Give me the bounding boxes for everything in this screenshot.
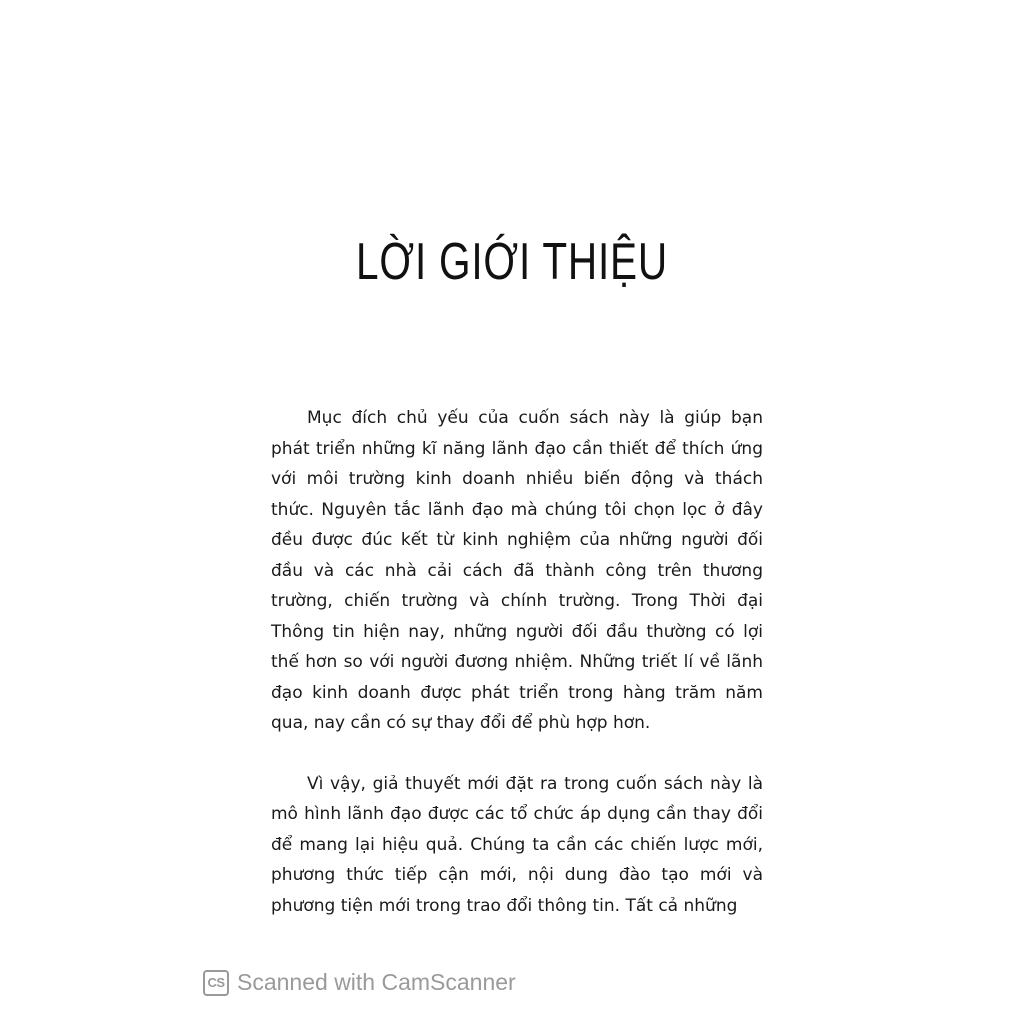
- paragraph-2: Vì vậy, giả thuyết mới đặt ra trong cuốn sách này là mô hình lãnh đạo được các tổ chức áp dụng cần thay đổi để mang lại hiệu quả. Chúng ta cần các chiến lược mới, phương thức tiếp cận mới, nội dung đào tạo mới và phương tiện mới trong trao đổi thông tin. Tất cả những: [271, 773, 763, 916]
- paragraph-1: Mục đích chủ yếu của cuốn sách này là giúp bạn phát triển những kĩ năng lãnh đạo cần thiết để thích ứng với môi trường kinh doanh nhiều biến động và thách thức. Nguyên tắc lãnh đạo mà chúng tôi chọn lọc ở đây đều được đúc kết từ kinh nghiệm của những người đối đầu và các nhà cải cách đã thành công trên thương trường, chiến trường và chính trường. Trong Thời đại Thông tin hiện nay, những người đối đầu thường có lợi thế hơn so với người đương nhiệm. Những triết lí về lãnh đạo kinh doanh được phát triển trong hàng trăm năm qua, nay cần có sự thay đổi để phù hợp hơn.: [271, 408, 763, 733]
- camscanner-logo-icon: CS: [203, 970, 229, 996]
- page-title: LỜI GIỚI THIỆU: [356, 233, 668, 291]
- camscanner-watermark: [203, 969, 516, 996]
- watermark-text: Scanned with CamScanner: [237, 969, 516, 995]
- body-text: [271, 403, 763, 921]
